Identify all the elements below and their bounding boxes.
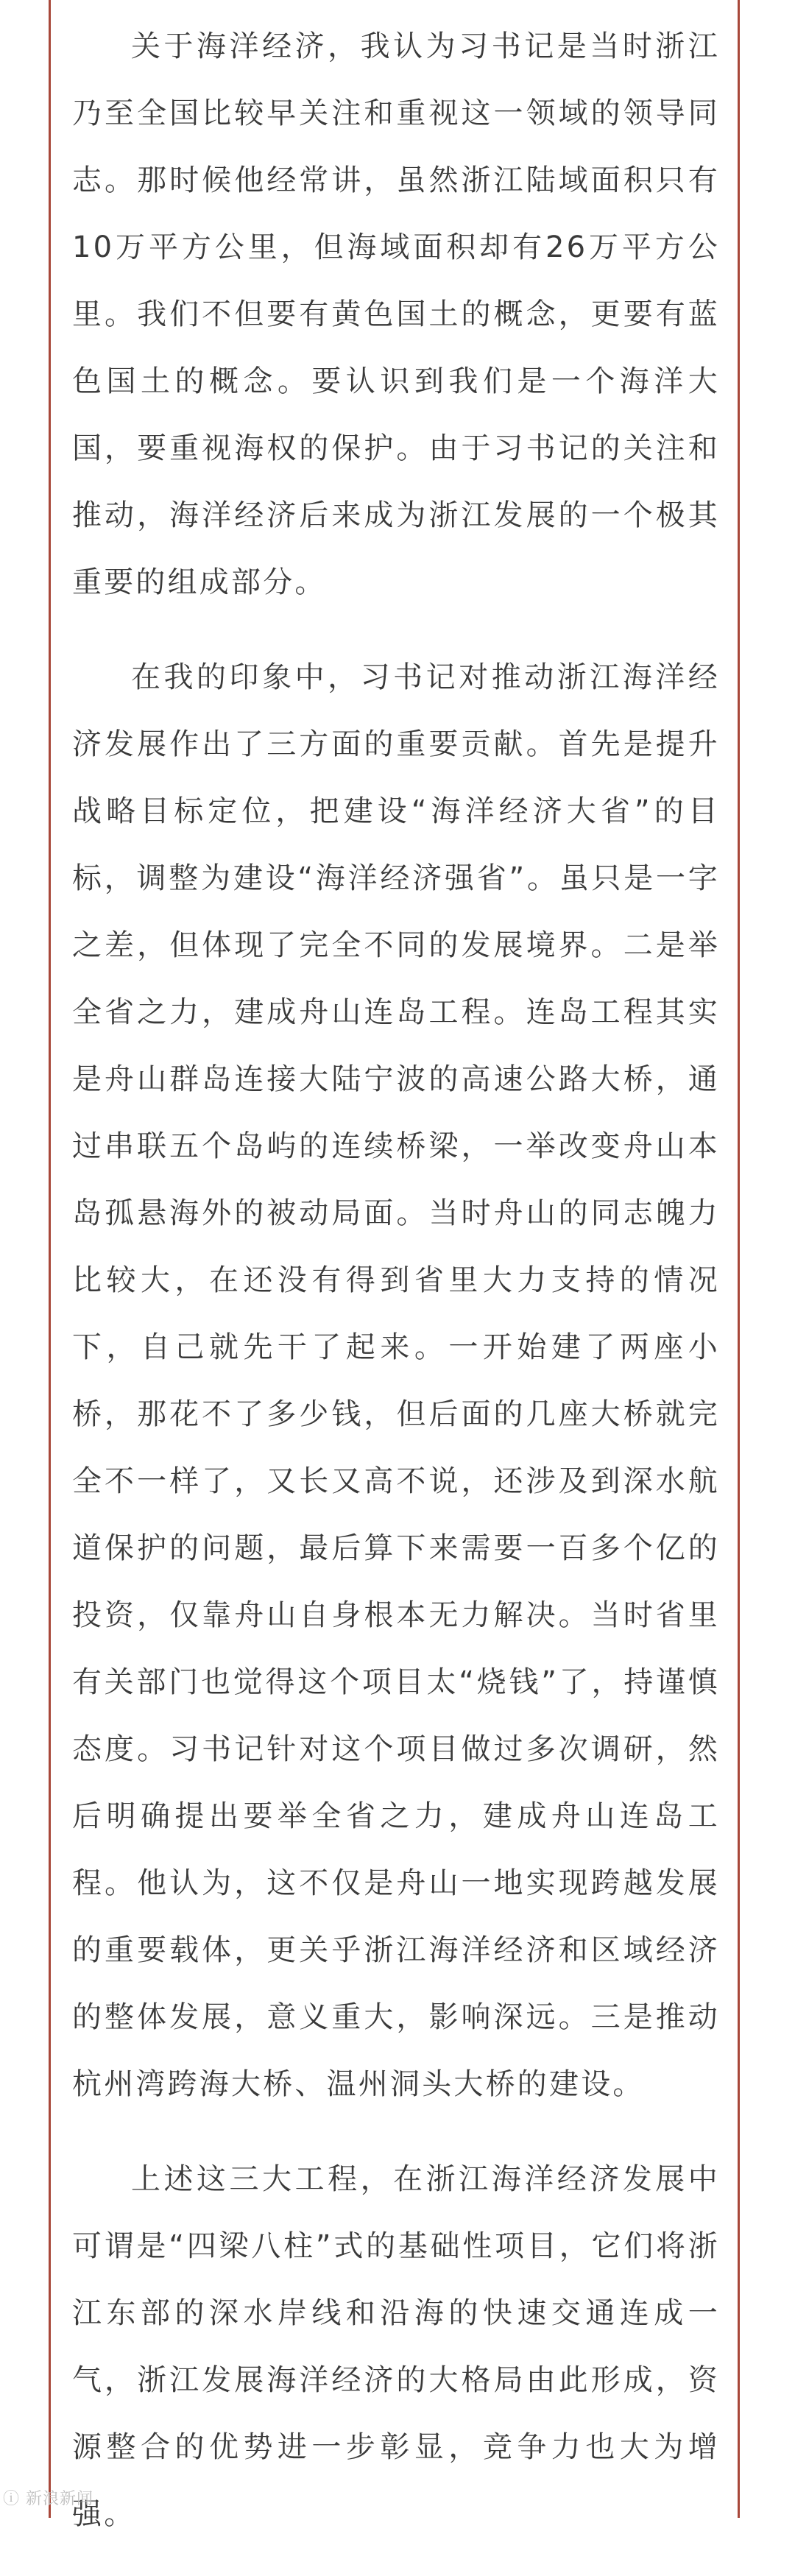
article-paragraph-2: 在我的印象中，习书记对推动浙江海洋经济发展作出了三方面的重要贡献。首先是提升战略目标定位，把建设“海洋经济大省”的目标，调整为建设“海洋经济强省”。虽只是一字之差，但体现了完全不同的发展境界。二是举全省之力，建成舟山连岛工程。连岛工程其实是舟山群岛连接大陆宁波的高速公路大桥，通过串联五个岛屿的连续桥梁，一举改变舟山本岛孤悬海外的被动局面。当时舟山的同志魄力比较大，在还没有得到省里大力支持的情况下，自己就先干了起来。一开始建了两座小桥，那花不了多少钱，但后面的几座大桥就完全不一样了，又长又高不说，还涉及到深水航道保护的问题，最后算下来需要一百多个亿的投资，仅靠舟山自身根本无力解决。当时省里有关部门也觉得这个项目太“烧钱”了，持谨慎态度。习书记针对这个项目做过多次调研，然后明确提出要举全省之力，建成舟山连岛工程。他认为，这不仅是舟山一地实现跨越发展的重要载体，更关乎浙江海洋经济和区域经济的整体发展，意义重大，影响深远。三是推动杭州湾跨海大桥、温州洞头大桥的建设。 — [72, 660, 720, 2101]
left-frame-line — [49, 0, 51, 2518]
article-paragraph-1: 关于海洋经济，我认为习书记是当时浙江乃至全国比较早关注和重视这一领域的领导同志。那时候他经常讲，虽然浙江陆域面积只有10万平方公里，但海域面积却有26万平方公里。我们不但要有黄色国土的概念，更要有蓝色国土的概念。要认识到我们是一个海洋大国，要重视海权的保护。由于习书记的关注和推动，海洋经济后来成为浙江发展的一个极其重要的组成部分。 — [72, 29, 720, 599]
source-watermark — [3, 2486, 93, 2509]
right-frame-line — [738, 0, 740, 2518]
article-body — [72, 13, 720, 2576]
watermark-text: ⓘ 新浪新闻 — [3, 2490, 93, 2508]
article-paragraph-3: 上述这三大工程，在浙江海洋经济发展中可谓是“四梁八柱”式的基础性项目，它们将浙江东部的深水岸线和沿海的快速交通连成一气，浙江发展海洋经济的大格局由此形成，资源整合的优势进一步彰显，竞争力也大为增强。 — [72, 2162, 720, 2531]
